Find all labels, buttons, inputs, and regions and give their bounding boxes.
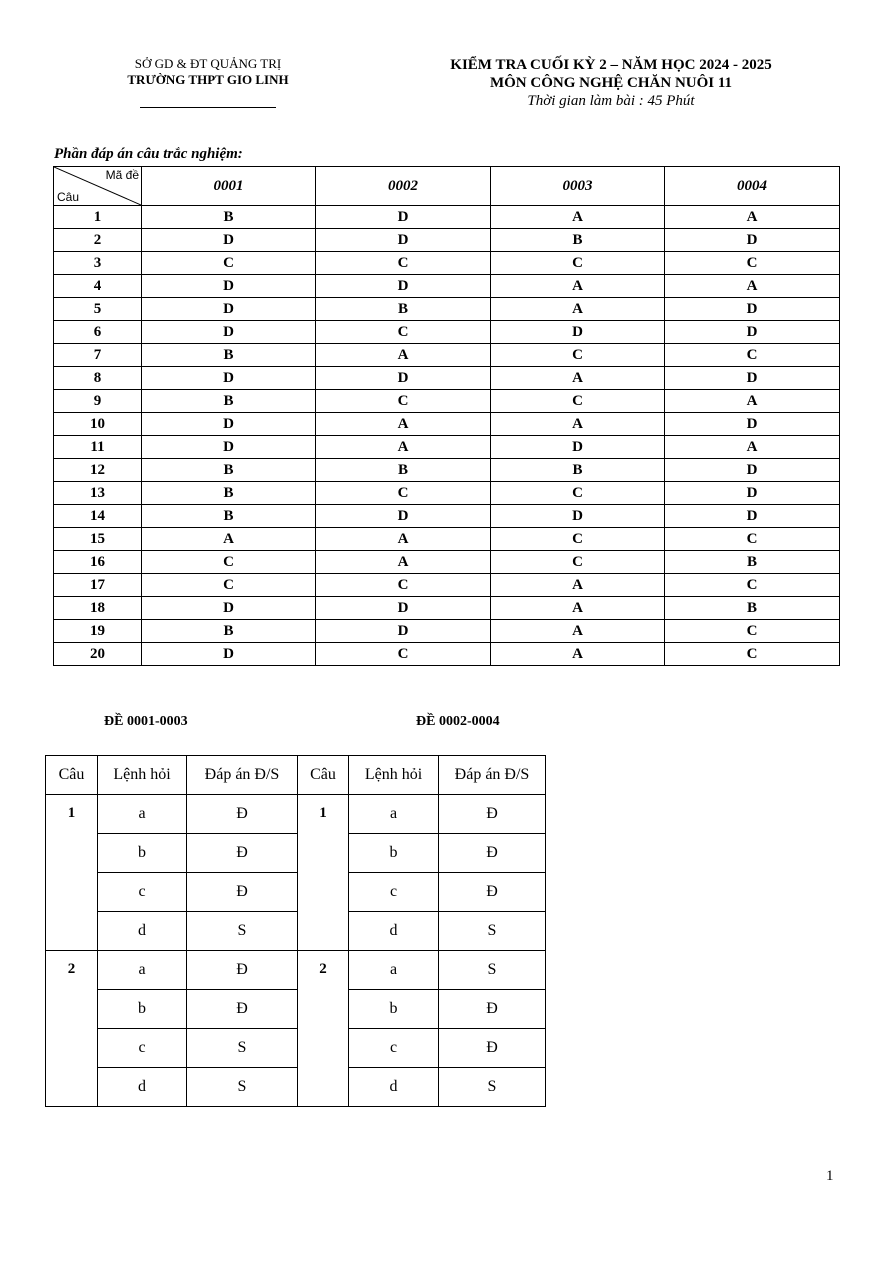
answer-cell: D xyxy=(142,597,316,620)
answer-cell: C xyxy=(491,390,665,413)
mc-answer-table xyxy=(53,166,840,666)
answer-cell: D xyxy=(665,459,840,482)
exam-duration: Thời gian làm bài : 45 Phút xyxy=(527,93,695,109)
mc-row xyxy=(54,206,840,229)
answer-cell: C xyxy=(665,574,840,597)
answer-cell: B xyxy=(142,482,316,505)
answer-cell: D xyxy=(665,229,840,252)
answer-cell: D xyxy=(491,321,665,344)
statement-letter: d xyxy=(98,1068,187,1107)
code-header: 0003 xyxy=(491,167,665,206)
mc-row xyxy=(54,551,840,574)
question-number: 10 xyxy=(54,413,142,436)
answer-cell: C xyxy=(491,528,665,551)
answer-cell: S xyxy=(187,1029,298,1068)
answer-cell: B xyxy=(142,344,316,367)
answer-cell: D xyxy=(142,413,316,436)
answer-cell: B xyxy=(142,459,316,482)
code-header: 0004 xyxy=(665,167,840,206)
answer-cell: B xyxy=(142,390,316,413)
question-number: 17 xyxy=(54,574,142,597)
answer-cell: B xyxy=(665,551,840,574)
answer-cell: A xyxy=(491,206,665,229)
code-header: 0002 xyxy=(316,167,491,206)
answer-cell: Đ xyxy=(187,951,298,990)
answer-cell: D xyxy=(491,505,665,528)
answer-cell: A xyxy=(491,620,665,643)
answer-cell: B xyxy=(491,459,665,482)
answer-cell: A xyxy=(491,275,665,298)
answer-cell: C xyxy=(665,643,840,666)
answer-cell: C xyxy=(316,643,491,666)
answer-cell: C xyxy=(142,551,316,574)
answer-cell: Đ xyxy=(439,873,546,912)
question-number: 9 xyxy=(54,390,142,413)
answer-cell: C xyxy=(142,252,316,275)
question-number: 11 xyxy=(54,436,142,459)
statement-letter: b xyxy=(349,834,439,873)
answer-cell: A xyxy=(665,390,840,413)
answer-cell: D xyxy=(316,206,491,229)
answer-cell: S xyxy=(187,1068,298,1107)
answer-cell: C xyxy=(665,344,840,367)
statement-letter: a xyxy=(349,795,439,834)
true-false-table xyxy=(45,755,546,1107)
answer-cell: B xyxy=(316,459,491,482)
answer-cell: C xyxy=(665,528,840,551)
mc-row xyxy=(54,390,840,413)
answer-cell: Đ xyxy=(187,834,298,873)
code-header: 0001 xyxy=(142,167,316,206)
question-number: 19 xyxy=(54,620,142,643)
answer-cell: C xyxy=(316,574,491,597)
statement-letter: c xyxy=(349,1029,439,1068)
answer-cell: D xyxy=(665,298,840,321)
mc-row xyxy=(54,413,840,436)
answer-cell: A xyxy=(316,413,491,436)
question-number: 4 xyxy=(54,275,142,298)
answer-cell: D xyxy=(316,367,491,390)
header-cell: Đáp án Đ/S xyxy=(187,756,298,795)
statement-letter: c xyxy=(98,873,187,912)
ds-title-left: ĐỀ 0001-0003 xyxy=(104,714,188,729)
question-number: 20 xyxy=(54,643,142,666)
answer-cell: A xyxy=(491,597,665,620)
answer-cell: D xyxy=(142,643,316,666)
mc-row xyxy=(54,436,840,459)
answer-cell: D xyxy=(316,597,491,620)
answer-cell: C xyxy=(491,252,665,275)
answer-cell: C xyxy=(491,344,665,367)
mc-row xyxy=(54,482,840,505)
statement-letter: c xyxy=(98,1029,187,1068)
mc-row xyxy=(54,298,840,321)
answer-cell: C xyxy=(316,321,491,344)
statement-letter: d xyxy=(349,912,439,951)
answer-cell: A xyxy=(491,574,665,597)
answer-cell: B xyxy=(316,298,491,321)
question-number: 3 xyxy=(54,252,142,275)
answer-cell: A xyxy=(316,551,491,574)
tf-row xyxy=(46,1029,546,1068)
answer-cell: D xyxy=(142,321,316,344)
mc-row xyxy=(54,620,840,643)
answer-cell: C xyxy=(316,390,491,413)
answer-cell: S xyxy=(439,912,546,951)
answer-cell: A xyxy=(665,275,840,298)
answer-cell: D xyxy=(665,413,840,436)
answer-cell: D xyxy=(142,436,316,459)
page-number: 1 xyxy=(826,1168,834,1184)
ds-title-right: ĐỀ 0002-0004 xyxy=(416,714,500,729)
mc-section-title: Phần đáp án câu trắc nghiệm: xyxy=(54,146,243,162)
question-number: 6 xyxy=(54,321,142,344)
mc-row xyxy=(54,505,840,528)
answer-cell: C xyxy=(491,482,665,505)
school-name: TRƯỜNG THPT GIO LINH xyxy=(127,72,289,87)
answer-cell: C xyxy=(142,574,316,597)
answer-cell: C xyxy=(665,620,840,643)
tf-row xyxy=(46,990,546,1029)
header-cell: Đáp án Đ/S xyxy=(439,756,546,795)
tf-row xyxy=(46,873,546,912)
question-number: 1 xyxy=(298,795,349,951)
mc-row xyxy=(54,321,840,344)
answer-cell: A xyxy=(491,643,665,666)
answer-cell: S xyxy=(187,912,298,951)
question-number: 15 xyxy=(54,528,142,551)
header-right xyxy=(395,56,827,110)
question-number: 2 xyxy=(54,229,142,252)
statement-letter: d xyxy=(349,1068,439,1107)
answer-cell: C xyxy=(316,482,491,505)
answer-cell: Đ xyxy=(439,1029,546,1068)
answer-cell: D xyxy=(142,367,316,390)
header-cell: Lệnh hỏi xyxy=(98,756,187,795)
mc-row xyxy=(54,574,840,597)
statement-letter: b xyxy=(98,990,187,1029)
subject-title: MÔN CÔNG NGHỆ CHĂN NUÔI 11 xyxy=(489,75,733,91)
mc-row xyxy=(54,252,840,275)
mc-row xyxy=(54,643,840,666)
tf-row xyxy=(46,795,546,834)
question-number: 8 xyxy=(54,367,142,390)
answer-cell: Đ xyxy=(187,990,298,1029)
answer-cell: C xyxy=(491,551,665,574)
question-number: 14 xyxy=(54,505,142,528)
mc-row xyxy=(54,344,840,367)
statement-letter: d xyxy=(98,912,187,951)
answer-cell: B xyxy=(491,229,665,252)
header-divider xyxy=(140,107,276,108)
answer-cell: D xyxy=(665,321,840,344)
statement-letter: a xyxy=(98,951,187,990)
mc-header-row xyxy=(54,167,840,206)
statement-letter: b xyxy=(98,834,187,873)
question-number: 5 xyxy=(54,298,142,321)
answer-cell: B xyxy=(142,206,316,229)
answer-cell: C xyxy=(665,252,840,275)
answer-cell: D xyxy=(316,620,491,643)
answer-cell: S xyxy=(439,951,546,990)
question-number: 1 xyxy=(46,795,98,951)
mc-row xyxy=(54,229,840,252)
corner-question-label: Câu xyxy=(57,190,80,204)
tf-row xyxy=(46,1068,546,1107)
mc-row xyxy=(54,528,840,551)
answer-cell: D xyxy=(142,275,316,298)
answer-cell: D xyxy=(142,298,316,321)
answer-cell: Đ xyxy=(439,834,546,873)
answer-cell: S xyxy=(439,1068,546,1107)
tf-row xyxy=(46,951,546,990)
answer-cell: A xyxy=(316,436,491,459)
answer-cell: D xyxy=(665,367,840,390)
answer-cell: D xyxy=(665,505,840,528)
answer-cell: A xyxy=(491,298,665,321)
mc-table-body xyxy=(54,206,840,666)
answer-cell: B xyxy=(665,597,840,620)
department-name: SỞ GD & ĐT QUẢNG TRỊ xyxy=(134,56,282,71)
question-number: 1 xyxy=(54,206,142,229)
answer-cell: C xyxy=(316,252,491,275)
mc-row xyxy=(54,275,840,298)
answer-cell: A xyxy=(142,528,316,551)
mc-row xyxy=(54,597,840,620)
header-cell: Lệnh hỏi xyxy=(349,756,439,795)
exam-title: KIỂM TRA CUỐI KỲ 2 – NĂM HỌC 2024 - 2025 xyxy=(450,57,772,73)
answer-cell: Đ xyxy=(187,795,298,834)
tf-row xyxy=(46,834,546,873)
answer-cell: D xyxy=(665,482,840,505)
mc-row xyxy=(54,459,840,482)
corner-cell xyxy=(54,167,142,206)
statement-letter: c xyxy=(349,873,439,912)
tf-header-row xyxy=(46,756,546,795)
question-number: 13 xyxy=(54,482,142,505)
answer-cell: A xyxy=(316,344,491,367)
answer-cell: D xyxy=(142,229,316,252)
answer-cell: Đ xyxy=(187,873,298,912)
tf-row xyxy=(46,912,546,951)
answer-cell: D xyxy=(316,275,491,298)
answer-cell: D xyxy=(316,505,491,528)
answer-cell: A xyxy=(316,528,491,551)
answer-cell: D xyxy=(491,436,665,459)
answer-cell: A xyxy=(665,206,840,229)
answer-cell: Đ xyxy=(439,990,546,1029)
statement-letter: a xyxy=(349,951,439,990)
answer-cell: A xyxy=(491,413,665,436)
true-false-table-body xyxy=(46,756,546,1107)
statement-letter: b xyxy=(349,990,439,1029)
question-number: 18 xyxy=(54,597,142,620)
answer-cell: D xyxy=(316,229,491,252)
header-cell: Câu xyxy=(298,756,349,795)
question-number: 2 xyxy=(46,951,98,1107)
corner-code-label: Mã đề xyxy=(105,168,139,182)
statement-letter: a xyxy=(98,795,187,834)
header-cell: Câu xyxy=(46,756,98,795)
question-number: 2 xyxy=(298,951,349,1107)
question-number: 16 xyxy=(54,551,142,574)
answer-cell: A xyxy=(665,436,840,459)
answer-cell: A xyxy=(491,367,665,390)
mc-row xyxy=(54,367,840,390)
question-number: 12 xyxy=(54,459,142,482)
question-number: 7 xyxy=(54,344,142,367)
answer-cell: B xyxy=(142,620,316,643)
answer-cell: Đ xyxy=(439,795,546,834)
answer-cell: B xyxy=(142,505,316,528)
header-left xyxy=(100,56,316,108)
